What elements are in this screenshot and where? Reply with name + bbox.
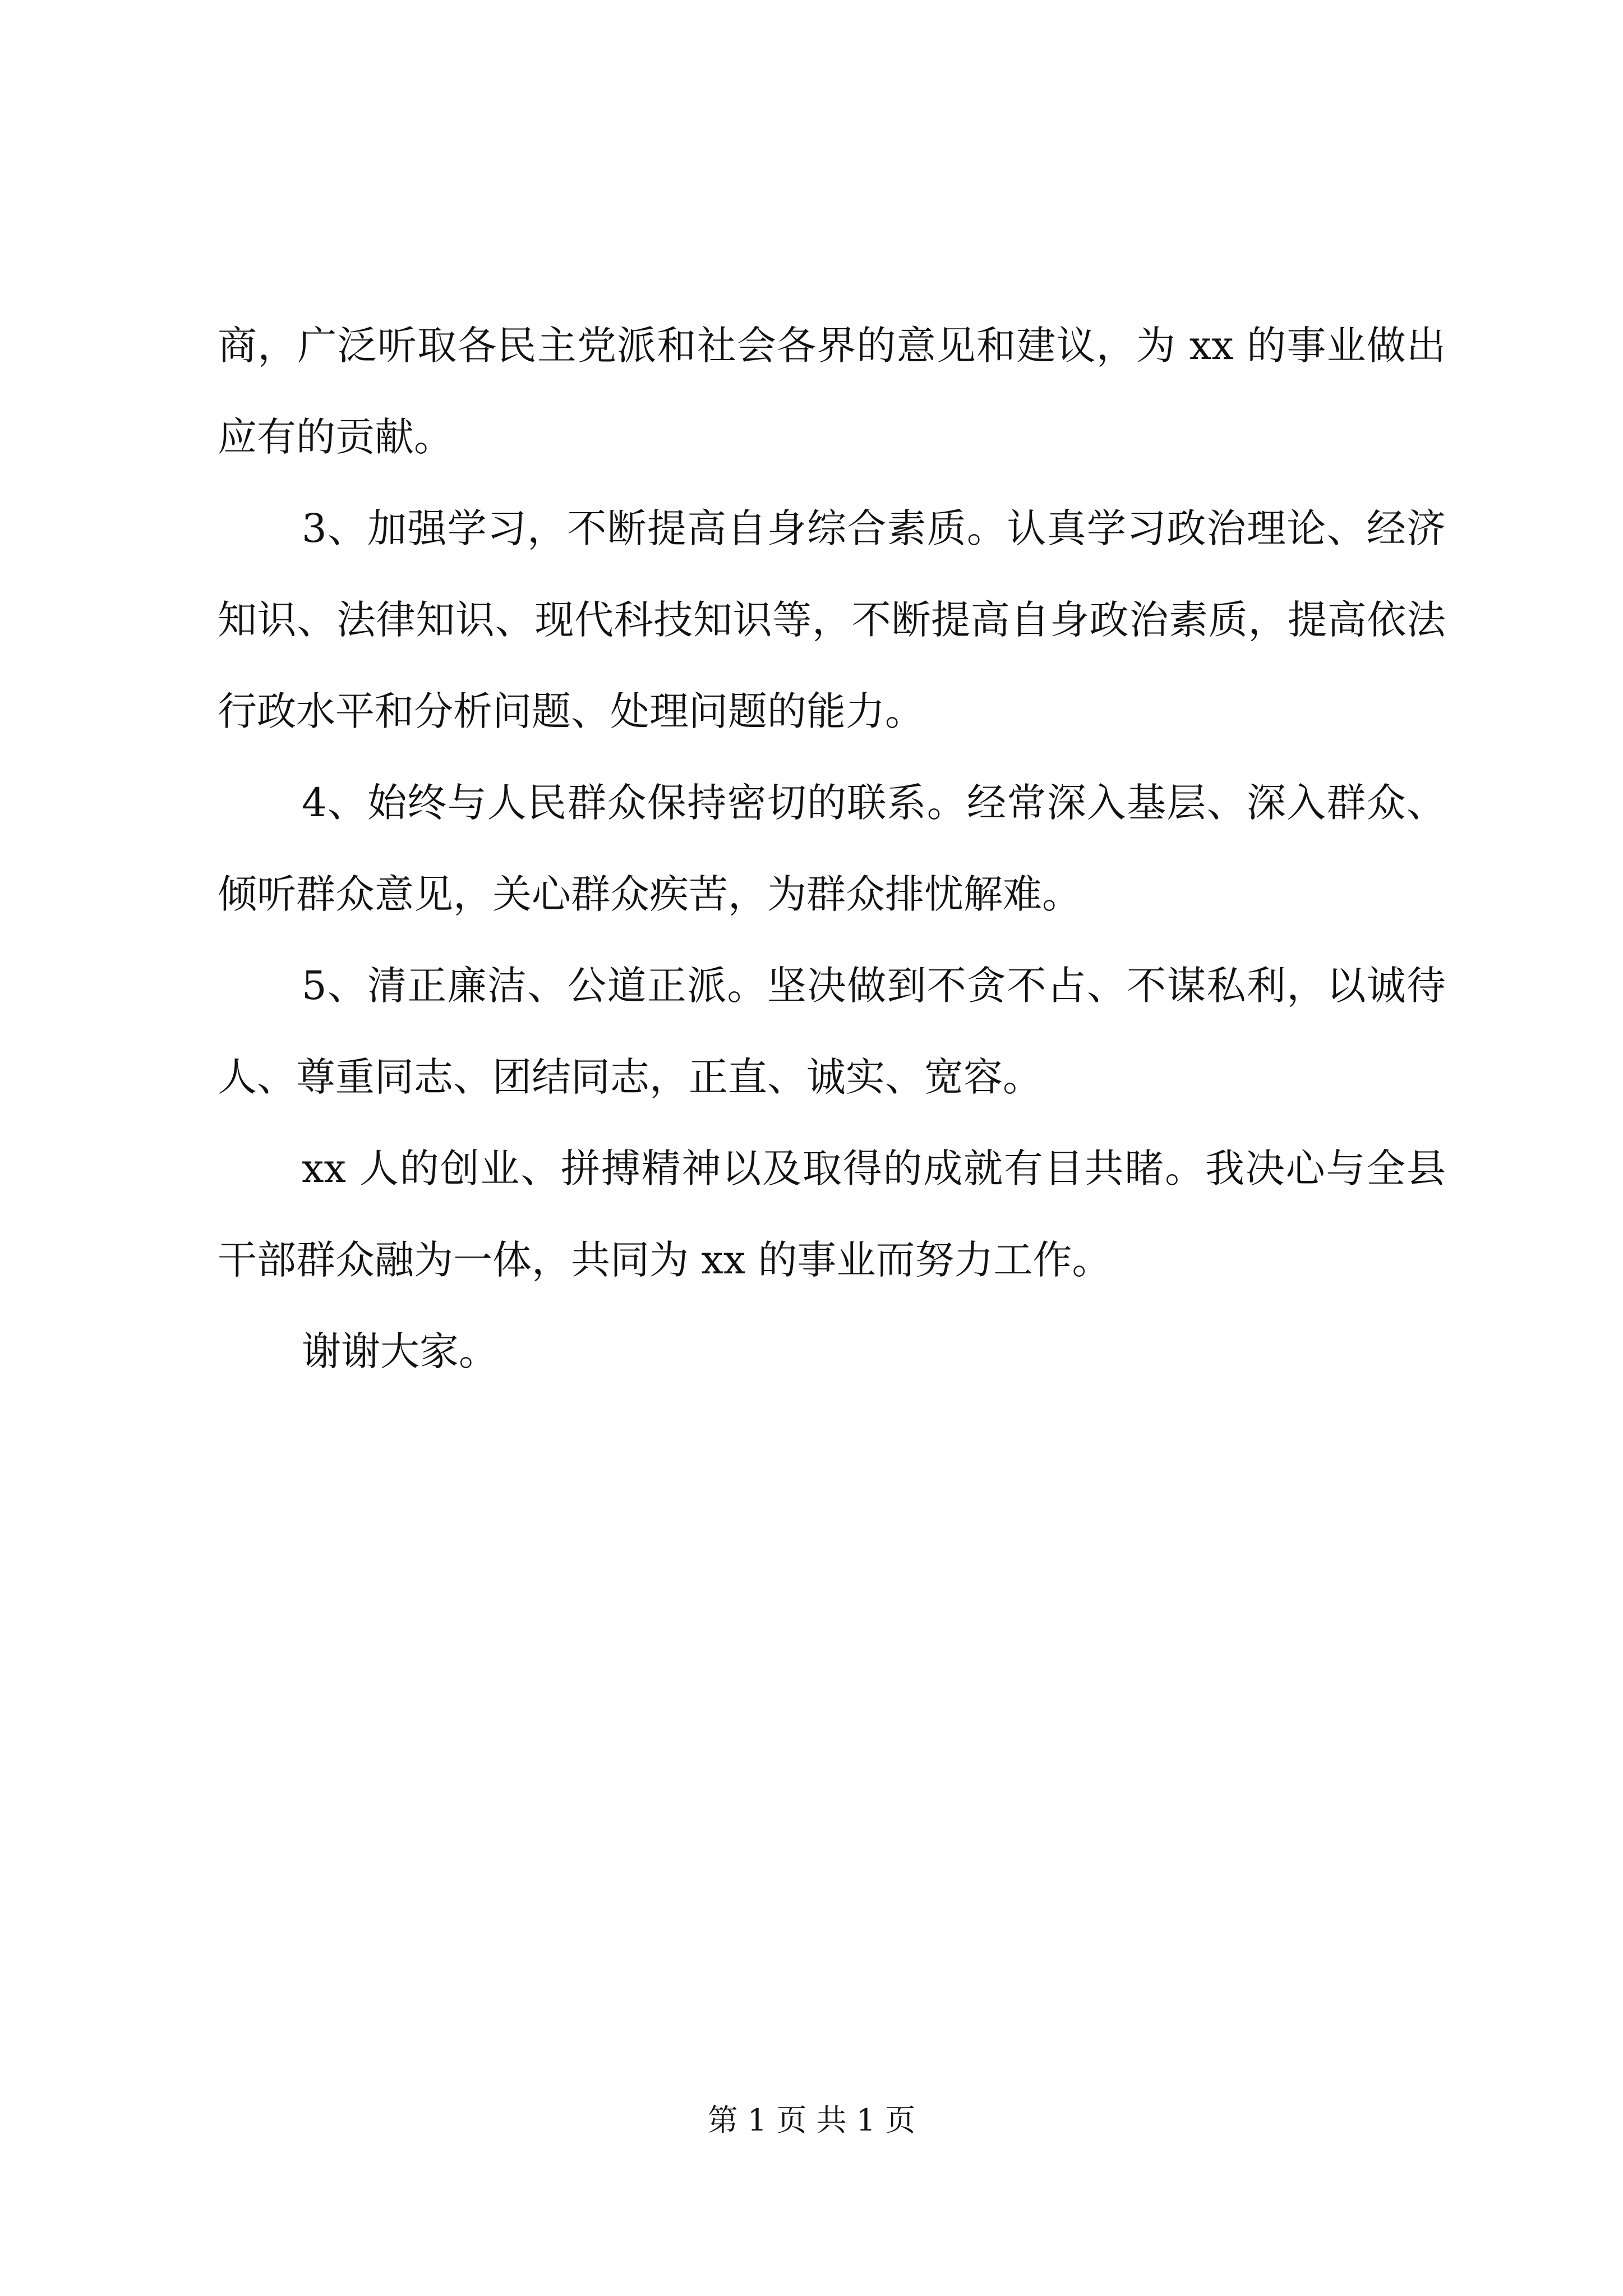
page-footer: 第 1 页 共 1 页 [707,2102,916,2138]
paragraph-item-3: 3、加强学习，不断提高自身综合素质。认真学习政治理论、经济知识、法律知识、现代科技知识等，不断提高自身政治素质，提高依法行政水平和分析问题、处理问题的能力。 [218,505,1446,734]
paragraph-resolve: xx 人的创业、拼搏精神以及取得的成就有目共睹。我决心与全县干部群众融为一体，共同为 xx 的事业而努力工作。 [218,1145,1446,1283]
paragraph-continuation: 商，广泛听取各民主党派和社会各界的意见和建议，为 xx 的事业做出应有的贡献。 [218,323,1446,460]
paragraph-item-4: 4、始终与人民群众保持密切的联系。经常深入基层、深入群众、倾听群众意见，关心群众疾苦，为群众排忧解难。 [218,780,1446,917]
document-body [218,300,1446,1397]
paragraph-thanks: 谢谢大家。 [302,1328,498,1374]
paragraph-item-5: 5、清正廉洁、公道正派。坚决做到不贪不占、不谋私利，以诚待人、尊重同志、团结同志，正直、诚实、宽容。 [218,963,1446,1100]
